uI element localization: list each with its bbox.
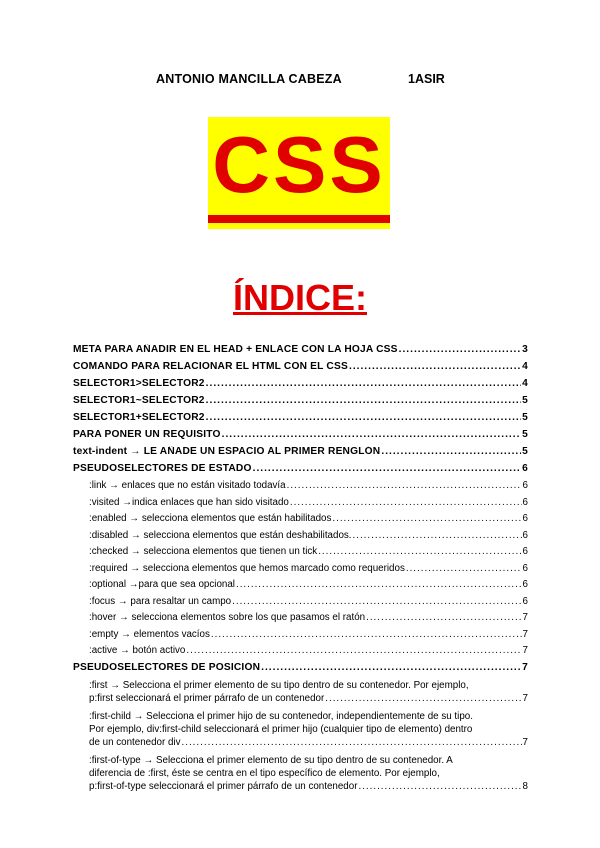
toc-entry[interactable]: PARA PONER UN REQUISITO ..... 5 xyxy=(73,429,528,446)
toc-entry[interactable]: COMANDO PARA RELACIONAR EL HTML CON EL CSS ..... 4 xyxy=(73,361,528,378)
toc-subentry[interactable]: :link → enlaces que no están visitado todavía ..... 6 xyxy=(73,480,528,497)
toc-entry[interactable]: META PARA AÑADIR EN EL HEAD + ENLACE CON LA HOJA CSS ..... 3 xyxy=(73,344,528,361)
toc-subentry[interactable]: :first-of-type → Selecciona el primer elemento de su tipo dentro de su contenedor. A diferencia de :first, éste se centra en el tipo específico de elemento. Por ejemplo, p:first-of-type seleccionará el primer párrafo de un contenedor ..... 8 xyxy=(73,754,528,793)
toc-subentry[interactable]: :empty → elementos vacíos ..... 7 xyxy=(73,629,528,646)
toc-subentry[interactable]: :focus → para resaltar un campo ..... 6 xyxy=(73,596,528,613)
table-of-contents xyxy=(73,344,528,793)
index-title: ÍNDICE: xyxy=(233,277,367,318)
document-header xyxy=(0,72,600,92)
logo-text: CSS xyxy=(212,120,386,209)
toc-page-number: 7 xyxy=(522,612,528,623)
toc-page-number: 5 xyxy=(522,446,528,457)
toc-subentry[interactable]: :optional →para que sea opcional ..... 6 xyxy=(73,579,528,596)
toc-page-number: 8 xyxy=(522,780,528,792)
toc-page-number: 7 xyxy=(522,692,528,704)
logo-underline-bar xyxy=(208,215,390,223)
toc-page-number: 6 xyxy=(522,496,528,508)
toc-subentry[interactable]: :required → selecciona elementos que hemos marcado como requeridos ..... 6 xyxy=(73,563,528,580)
toc-page-number: 5 xyxy=(522,429,528,440)
toc-page-number: 6 xyxy=(522,513,528,524)
toc-subentry[interactable]: :visited →indica enlaces que han sido visitado ..... 6 xyxy=(73,497,528,514)
toc-page-number: 6 xyxy=(522,579,528,590)
toc-subentry[interactable]: :enabled → selecciona elementos que están habilitados ..... 6 xyxy=(73,513,528,530)
toc-entry[interactable]: SELECTOR1~SELECTOR2 ..... 5 xyxy=(73,395,528,412)
toc-page-number: 3 xyxy=(522,344,528,355)
toc-subentry[interactable]: :active → botón activo ..... 7 xyxy=(73,645,528,662)
toc-entry[interactable]: SELECTOR1>SELECTOR2 ..... 4 xyxy=(73,378,528,395)
author-name: ANTONIO MANCILLA CABEZA xyxy=(156,72,342,86)
toc-page-number: 6 xyxy=(522,562,528,574)
course-name: 1ASIR xyxy=(408,72,445,86)
toc-entry[interactable]: PSEUDOSELECTORES DE POSICIÓN ..... 7 xyxy=(73,662,528,679)
toc-entry[interactable]: PSEUDOSELECTORES DE ESTADO ..... 6 xyxy=(73,463,528,480)
toc-page-number: 6 xyxy=(522,529,528,541)
toc-subentry[interactable]: :hover → selecciona elementos sobre los que pasamos el ratón ..... 7 xyxy=(73,612,528,629)
toc-page-number: 7 xyxy=(522,645,528,656)
toc-entry[interactable]: text-indent → LE AÑADE UN ESPACIO AL PRIMER RENGLÓN ..... 5 xyxy=(73,446,528,463)
toc-subentry[interactable]: :checked → selecciona elementos que tienen un tick ..... 6 xyxy=(73,546,528,563)
toc-page-number: 5 xyxy=(522,412,528,423)
toc-entry[interactable]: SELECTOR1+SELECTOR2 ..... 5 xyxy=(73,412,528,429)
css-logo xyxy=(208,117,390,229)
toc-page-number: 6 xyxy=(522,480,528,491)
toc-subentry[interactable]: :first → Selecciona el primer elemento de su tipo dentro de su contenedor. Por ejemplo, p:first seleccionará el primer párrafo de un contenedor ..... 7 xyxy=(73,679,528,705)
toc-page-number: 6 xyxy=(522,595,528,607)
toc-page-number: 6 xyxy=(522,546,528,557)
toc-page-number: 6 xyxy=(522,463,528,474)
toc-subentry[interactable]: :disabled → selecciona elementos que están deshabilitados. ..... 6 xyxy=(73,530,528,547)
toc-page-number: 4 xyxy=(522,361,528,372)
toc-page-number: 4 xyxy=(522,378,528,389)
toc-page-number: 7 xyxy=(522,661,528,673)
toc-subentry[interactable]: :first-child → Selecciona el primer hijo de su contenedor, independientemente de su tipo. Por ejemplo, div:first-child seleccionará el primer hijo (cualquier tipo de elemento) dentro de un contenedor div ..... 7 xyxy=(73,710,528,749)
toc-page-number: 5 xyxy=(522,395,528,406)
toc-page-number: 7 xyxy=(522,736,528,748)
toc-page-number: 7 xyxy=(522,628,528,640)
